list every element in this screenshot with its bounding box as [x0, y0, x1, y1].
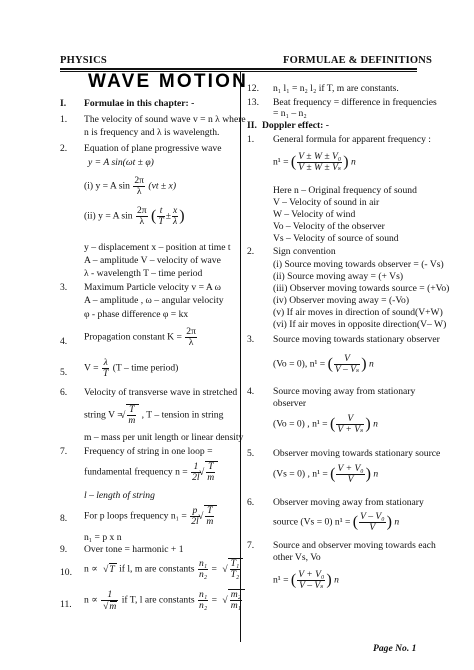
fraction-denominator: m — [128, 415, 136, 426]
fraction-numerator: 1 — [107, 588, 113, 600]
item-10-formula — [84, 558, 243, 580]
fraction-denominator: V – Vₛ — [299, 580, 324, 591]
item-3-line-1: Maximum Particle velocity v = A ω — [84, 282, 221, 293]
formula-lhs: n¹ = — [273, 156, 289, 168]
close-paren: ) — [343, 153, 349, 171]
open-paren: ( — [330, 465, 336, 483]
formula-ii-t-fraction — [157, 206, 164, 227]
item-7-line-3: l – length of string — [84, 490, 155, 501]
fraction-denominator: T₂ — [230, 569, 240, 580]
fraction-denominator: λ — [185, 337, 197, 348]
open-paren: ( — [329, 415, 336, 433]
doppler-1-text: General formula for apparent frequency : — [273, 134, 431, 145]
fraction-numerator: 2π — [186, 326, 196, 337]
section-2-title: Doppler effect: - — [262, 120, 329, 131]
sign-rule-4: (iv) Observer moving away = (-Vo) — [273, 295, 410, 306]
section-1-title: Formulae in this chapter: - — [84, 98, 195, 109]
doppler-4-formula — [273, 414, 378, 435]
item-3-line-3: φ - phase difference φ = kx — [84, 309, 189, 320]
item-9-number: 9. — [60, 544, 68, 555]
item-1-line-2: n is frequency and λ is wavelength. — [84, 127, 220, 138]
fraction-numerator: n₁ — [199, 589, 208, 600]
formula-i-fraction — [133, 176, 145, 197]
fraction-denominator: T — [102, 368, 109, 379]
fraction-numerator: t — [159, 205, 163, 216]
doppler-1-line-5: Vs – Velocity of source of sound — [273, 233, 399, 244]
item-11-fraction — [101, 590, 118, 612]
item-2-line-3: y – displacement x – position at time t — [84, 242, 231, 253]
doppler-7-fraction — [297, 570, 325, 591]
item-2-number: 2. — [60, 143, 68, 154]
doppler-1-line-2: V – Velocity of sound in air — [273, 197, 380, 208]
formula-tail: n — [369, 358, 374, 370]
formula-condition: (Vo = 0) , — [273, 418, 310, 430]
fraction-numerator: V ± W ± V₀ — [298, 151, 342, 162]
item-8-number: 8. — [60, 513, 68, 524]
fraction-denominator: λ — [136, 216, 148, 227]
item-7-prefix: fundamental frequency n = — [84, 466, 188, 478]
item-3-line-2: A – amplitude , ω – angular velocity — [84, 295, 224, 306]
doppler-7-number: 7. — [247, 540, 255, 551]
section-2-number: II. — [247, 120, 257, 131]
doppler-5-formula — [273, 464, 378, 485]
header-rule-top — [60, 68, 417, 70]
item-1-number: 1. — [60, 114, 68, 125]
item-4-formula — [84, 327, 198, 348]
doppler-4-line-2: observer — [273, 398, 307, 409]
item-10-condition: if l, m are constants — [119, 563, 195, 575]
denominator-sqrt: √ m — [110, 601, 117, 612]
item-7-sqrt — [205, 461, 218, 483]
sign-rule-2: (ii) Source moving away = (+ Vs) — [273, 271, 404, 282]
item-4-fraction — [185, 327, 197, 348]
item-8-prefix: For p loops frequency n₁ = — [84, 510, 187, 522]
fraction-denominator: V ± W ± Vₛ — [298, 162, 342, 173]
item-5-tail: (T – time period) — [112, 362, 179, 374]
formula-i-prefix: (i) y = A sin — [84, 180, 130, 192]
fraction-denominator: λ — [173, 216, 178, 227]
close-paren: ) — [365, 415, 371, 433]
fraction-numerator: λ — [103, 357, 108, 368]
sign-rule-5: (v) If air moves in direction of sound(V+W) — [273, 307, 443, 318]
item-10-radicand — [230, 559, 241, 580]
formula-condition: source (Vs = 0) — [273, 516, 333, 528]
fraction-denominator: V – Vₛ — [334, 364, 360, 375]
item-11-number: 11. — [60, 599, 72, 610]
doppler-7-line-1: Source and observer moving towards each — [273, 540, 436, 551]
fraction-numerator: x — [172, 205, 178, 216]
item-8-formula — [84, 505, 217, 527]
open-paren: ( — [290, 153, 297, 171]
fraction-numerator: V + V₀ — [298, 569, 325, 580]
formula-tail: n — [373, 468, 379, 480]
fraction-denominator: n₂ — [198, 569, 208, 580]
formula-lhs: n¹ = — [309, 358, 326, 370]
doppler-5-number: 5. — [247, 448, 255, 459]
open-paren: ( — [151, 207, 157, 225]
fraction-denominator: V — [359, 522, 385, 533]
item-6-number: 6. — [60, 387, 68, 398]
item-6-suffix: , T – tension in string — [141, 409, 224, 421]
item-5-fraction — [102, 358, 109, 379]
fraction-denominator: λ — [133, 186, 145, 197]
item-7-number: 7. — [60, 446, 68, 457]
fraction-numerator: V – V₀ — [360, 511, 385, 522]
doppler-6-fraction — [359, 512, 385, 533]
fraction-numerator: √ T — [207, 505, 213, 516]
item-2-line-1: Equation of plane progressive wave — [84, 143, 222, 154]
formula-ii-fraction — [136, 206, 148, 227]
doppler-3-fraction — [334, 354, 360, 375]
item-8-radicand — [205, 506, 214, 527]
fraction-numerator: √ m₂ — [230, 589, 241, 600]
fraction-numerator: V + V₀ — [337, 463, 364, 474]
fraction-denominator: 2l — [191, 516, 199, 527]
fraction-numerator: V — [344, 353, 351, 364]
item-10-sqrt: √ T — [109, 563, 117, 576]
fraction-denominator: m — [206, 516, 214, 527]
item-2-line-5: λ - wavelength T – time period — [84, 268, 203, 279]
item-11-formula — [84, 589, 245, 612]
doppler-1-fraction — [297, 152, 342, 173]
item-12-text: n₁ l₁ = n₂ l₂ if T, m are constants. — [273, 83, 399, 94]
item-6-line-1: Velocity of transverse wave in stretched — [84, 387, 238, 398]
doppler-1-number: 1. — [247, 134, 255, 145]
doppler-6-number: 6. — [247, 497, 255, 508]
close-paren: ) — [386, 513, 392, 531]
sign-rule-1: (i) Source moving towards observer = (- Vs) — [273, 259, 444, 270]
item-6-sqrt — [126, 404, 139, 426]
formula-lhs: n¹ = — [312, 418, 328, 430]
item-4-text: Propagation constant K = — [84, 331, 182, 343]
fraction-numerator: 1 — [193, 461, 199, 472]
equals-sign: = — [211, 594, 218, 606]
item-4-number: 4. — [60, 336, 68, 347]
item-2-formula-ii — [84, 206, 185, 227]
close-paren: ) — [361, 355, 367, 373]
item-11-condition: if T, l are constants — [121, 594, 195, 606]
formula-tail: n — [350, 156, 356, 168]
plus-minus: ± — [165, 210, 171, 222]
formula-lhs: n¹ = — [312, 468, 328, 480]
doppler-6-formula — [273, 512, 399, 533]
doppler-1-line-3: W – Velocity of wind — [273, 209, 356, 220]
item-6-fraction — [127, 405, 136, 426]
fraction-denominator: 2l — [192, 472, 200, 483]
doppler-4-fraction — [336, 414, 364, 435]
chapter-title: WAVE MOTION — [88, 71, 249, 92]
fraction-numerator: V — [347, 413, 354, 424]
fraction-denominator: T — [158, 216, 164, 227]
doppler-7-formula — [273, 570, 339, 591]
open-paren: ( — [290, 571, 297, 589]
fraction-denominator: n₂ — [199, 600, 208, 611]
formula-lhs: n¹ = — [273, 574, 289, 586]
header-section: FORMULAE & DEFINITIONS — [283, 55, 433, 66]
doppler-5-fraction — [336, 464, 364, 485]
page-number: Page No. 1 — [373, 643, 417, 654]
open-paren: ( — [352, 513, 359, 531]
item-8-sqrt — [204, 505, 217, 527]
fraction-denominator: V — [336, 474, 364, 485]
fraction-numerator: √ T — [208, 461, 214, 472]
doppler-2-number: 2. — [247, 246, 255, 257]
formula-tail: n — [394, 516, 400, 528]
header-subject: PHYSICS — [60, 55, 107, 66]
formula-tail: n — [334, 574, 339, 586]
formula-lhs: n¹ = — [334, 516, 351, 528]
item-11-sqrt-ratio — [228, 589, 245, 611]
close-paren: ) — [179, 207, 185, 225]
doppler-5-text: Observer moving towards stationary source — [273, 448, 441, 459]
open-paren: ( — [327, 355, 333, 373]
equals-sign: = — [211, 563, 217, 575]
fraction-numerator: √ T₁ — [230, 558, 240, 569]
fraction-numerator: p — [192, 505, 198, 516]
item-10-fraction — [198, 559, 208, 580]
close-paren: ) — [365, 465, 371, 483]
item-5-formula — [84, 358, 178, 379]
doppler-6-line-1: Observer moving away from stationary — [273, 497, 424, 508]
sign-rule-6: (vi) If air moves in opposite direction(V– W) — [273, 319, 447, 330]
doppler-4-number: 4. — [247, 386, 255, 397]
item-10-number: 10. — [60, 567, 72, 578]
doppler-3-number: 3. — [247, 334, 255, 345]
item-10-prefix: n ∝ — [84, 563, 98, 575]
doppler-7-line-2: other Vs, Vo — [273, 552, 321, 563]
fraction-numerator: 2π — [137, 205, 147, 216]
item-13-number: 13. — [247, 97, 259, 108]
item-8-line-2: n₁ = p x n — [84, 532, 122, 543]
item-2-line-4: A – amplitude V – velocity of wave — [84, 255, 221, 266]
formula-condition: (Vo = 0), — [273, 358, 308, 370]
item-2-formula-i — [84, 176, 176, 197]
item-7-radicand — [206, 462, 215, 483]
fraction-numerator: 2π — [134, 175, 144, 186]
close-paren: ) — [326, 571, 332, 589]
item-7-formula — [84, 461, 218, 483]
formula-ii-prefix: (ii) y = A sin — [84, 210, 133, 222]
doppler-1-formula — [273, 152, 356, 173]
sign-rule-3: (iii) Observer moving towards source = (+Vo) — [273, 283, 450, 294]
item-6-prefix: string V = — [84, 409, 123, 421]
item-6-formula — [84, 404, 223, 426]
doppler-2-text: Sign convention — [273, 246, 336, 257]
item-9-text: Over tone = harmonic + 1 — [84, 544, 184, 555]
item-13-line-1: Beat frequency = difference in frequencies — [273, 97, 437, 108]
item-13-line-2: = n₁ – n₂ — [273, 108, 307, 119]
column-divider — [240, 72, 241, 642]
item-5-number: 5. — [60, 367, 68, 378]
section-1-number: I. — [60, 98, 67, 109]
item-10-sqrt-ratio — [228, 558, 243, 580]
item-12-number: 12. — [247, 83, 259, 94]
formula-condition: (Vs = 0) , — [273, 468, 310, 480]
item-1-line-1: The velocity of sound wave v = n λ where — [84, 114, 246, 125]
item-3-number: 3. — [60, 282, 68, 293]
doppler-3-text: Source moving towards stationary observer — [273, 334, 440, 345]
item-11-radicand — [230, 590, 242, 611]
fraction-denominator: V + Vₛ — [337, 424, 364, 435]
item-5-text: V = — [84, 362, 99, 374]
fraction-numerator: n₁ — [198, 558, 208, 569]
fraction-denominator — [101, 600, 118, 612]
formula-i-tail: (vt ± x) — [148, 180, 177, 192]
doppler-1-line-4: Vo – Velocity of the observer — [273, 221, 385, 232]
doppler-4-line-1: Source moving away from stationary — [273, 386, 416, 397]
formula-ii-x-fraction — [172, 206, 178, 227]
item-7-line-1: Frequency of string in one loop = — [84, 446, 213, 457]
fraction-denominator: m₁ — [230, 600, 241, 611]
doppler-3-formula — [273, 354, 374, 375]
formula-tail: n — [373, 418, 378, 430]
item-2-equation: y = A sin(ωt ± φ) — [88, 157, 154, 168]
doppler-1-line-1: Here n – Original frequency of sound — [273, 185, 417, 196]
item-11-ratio — [198, 590, 208, 611]
item-6-line-3: m – mass per unit length or linear density — [84, 432, 244, 443]
fraction-denominator: m — [207, 472, 215, 483]
fraction-numerator: √ T — [129, 404, 135, 415]
item-11-prefix: n ∝ — [84, 594, 98, 606]
